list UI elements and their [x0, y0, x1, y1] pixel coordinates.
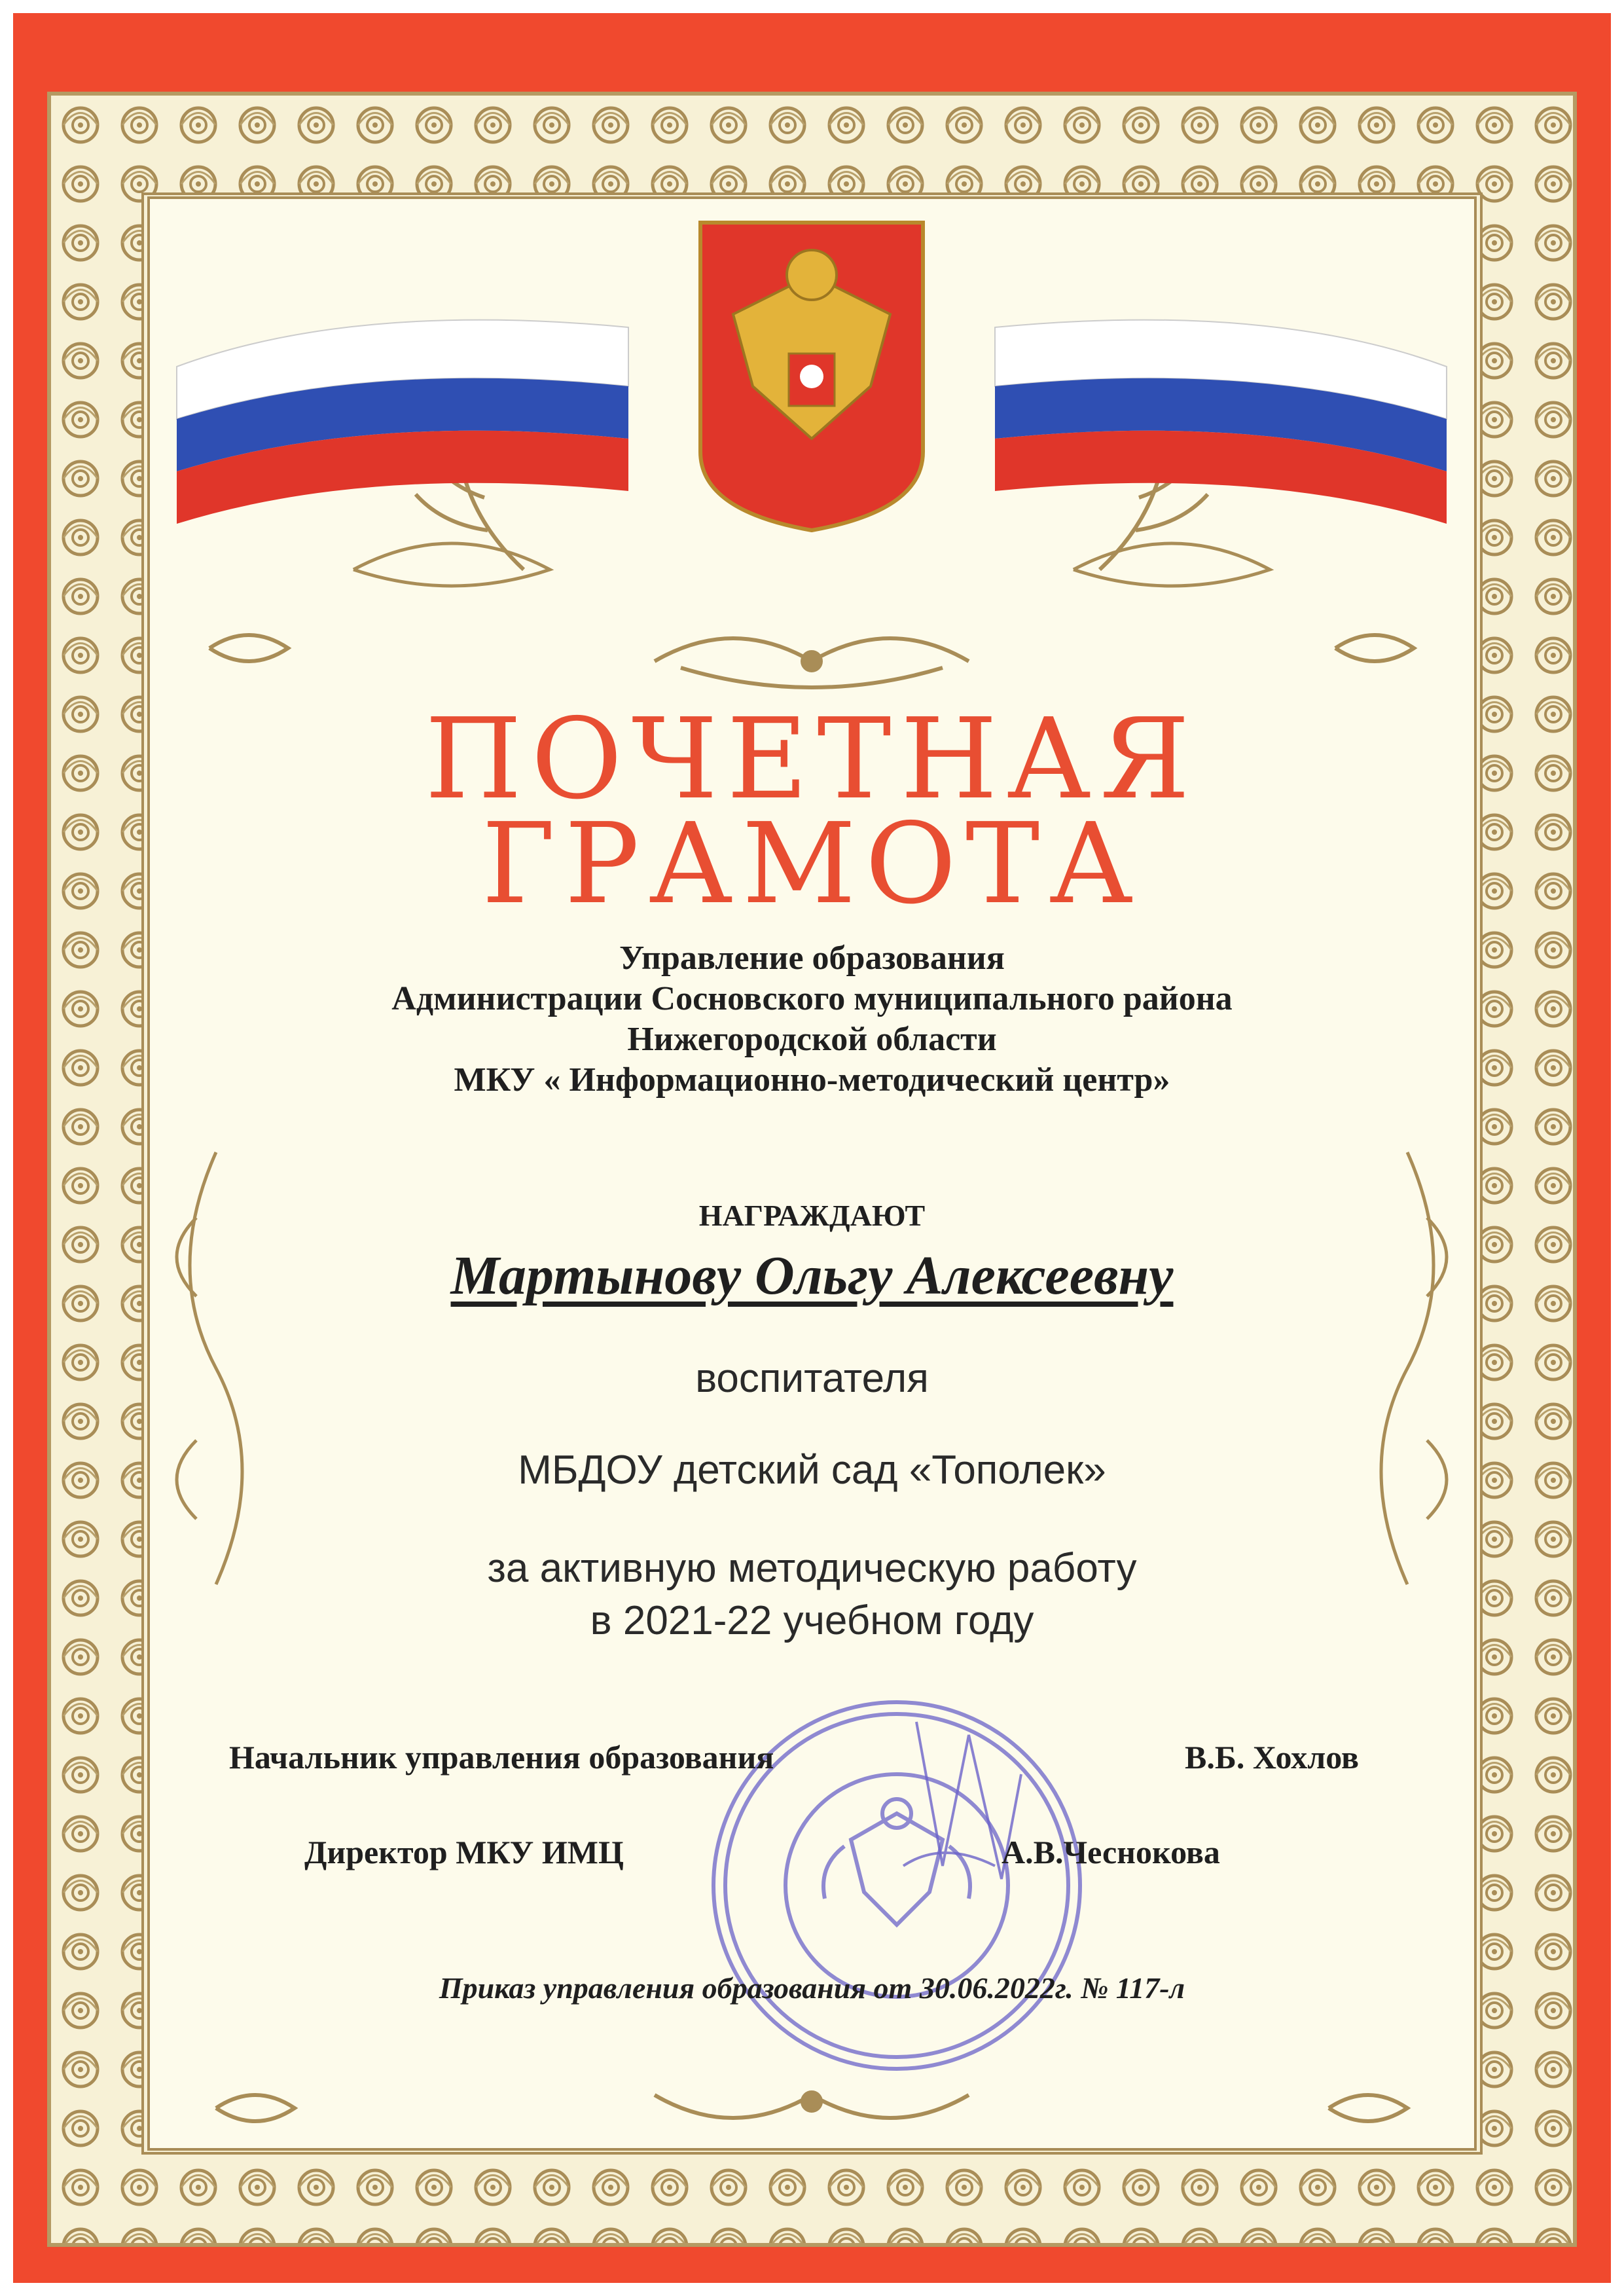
- certificate-title-line1: ПОЧЕТНАЯ: [425, 695, 1199, 824]
- flourish-bottom: [353, 543, 1270, 586]
- flag-ribbon-right: [995, 320, 1447, 524]
- issuer-line4: МКУ « Информационно-методический центр»: [454, 1061, 1170, 1099]
- order-reference: Приказ управления образования от 30.06.2022г. № 117-л: [439, 1971, 1185, 2005]
- issuer-line1: Управление образования: [619, 939, 1005, 977]
- issuer-line2: Администрации Сосновского муниципального района: [391, 980, 1233, 1017]
- recipient-position: воспитателя: [695, 1356, 929, 1401]
- award-verb: НАГРАЖДАЮТ: [698, 1199, 926, 1232]
- coat-of-arms-shield: [700, 223, 923, 530]
- signature-name-director: А.В.Чеснокова: [1001, 1834, 1220, 1870]
- recipient-institution: МБДОУ детский сад «Тополек»: [518, 1448, 1106, 1493]
- award-reason-line2: в 2021-22 учебном году: [590, 1598, 1034, 1643]
- signature-title-head: Начальник управления образования: [229, 1739, 774, 1776]
- flag-ribbon-left: [177, 320, 628, 524]
- issuer-line3: Нижегородской области: [627, 1021, 997, 1058]
- signature-title-director: Директор МКУ ИМЦ: [304, 1834, 624, 1870]
- recipient-name: Мартынову Ольгу Алексеевну: [450, 1245, 1174, 1306]
- signature-name-head: В.Б. Хохлов: [1185, 1739, 1360, 1776]
- coat-of-arms-header: [157, 203, 1466, 596]
- award-reason-line1: за активную методическую работу: [487, 1546, 1137, 1591]
- certificate-title-line2: ГРАМОТА: [481, 799, 1143, 929]
